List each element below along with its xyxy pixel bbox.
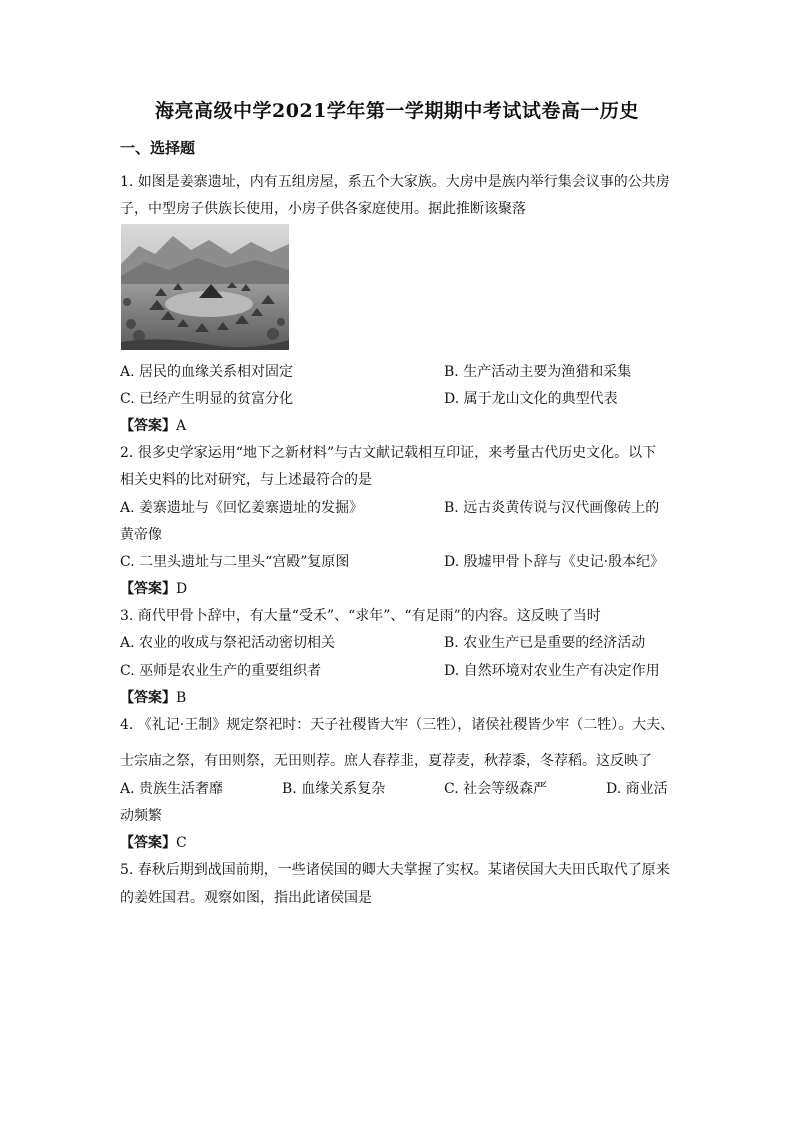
q4-answer-value: C [176, 835, 187, 851]
q1-option-b: B. 生产活动主要为渔猎和采集 [444, 364, 632, 380]
answer-tag: 【答案】 [120, 581, 176, 597]
q1-option-c: C. 已经产生明显的贫富分化 [120, 391, 294, 407]
page-title: 海亮高级中学2021学年第一学期期中考试试卷高一历史 [155, 100, 639, 122]
q3-option-b: B. 农业生产已是重要的经济活动 [444, 635, 646, 651]
q2-option-c: C. 二里头遗址与二里头“宫殿”复原图 [120, 554, 350, 570]
q2-answer-value: D [176, 581, 188, 597]
section-heading: 一、选择题 [120, 139, 196, 157]
q1-answer-value: A [176, 418, 187, 434]
q3-option-d: D. 自然环境对农业生产有决定作用 [444, 663, 660, 679]
q1-stem-line2: 子，中型房子供族长使用，小房子供各家庭使用。据此推断该聚落 [120, 201, 526, 217]
q4-option-a: A. 贵族生活奢靡 [120, 781, 224, 797]
q1-option-d: D. 属于龙山文化的典型代表 [444, 391, 618, 407]
q4-option-d: D. 商业活 [606, 781, 668, 797]
q4-option-d-continued: 动频繁 [120, 808, 162, 824]
q4-stem-line1: 4. 《礼记·王制》规定祭祀时：天子社稷皆大牢（三牲），诸侯社稷皆少牢（二牲）。大夫、 [120, 717, 675, 733]
q4-option-b: B. 血缘关系复杂 [282, 781, 386, 797]
answer-tag: 【答案】 [120, 690, 176, 706]
q2-option-b: B. 远古炎黄传说与汉代画像砖上的 [444, 500, 660, 516]
q3-option-c: C. 巫师是农业生产的重要组织者 [120, 663, 322, 679]
q2-option-b-continued: 黄帝像 [120, 527, 162, 543]
q2-option-d: D. 殷墟甲骨卜辞与《史记·殷本纪》 [444, 554, 665, 570]
q3-option-a: A. 农业的收成与祭祀活动密切相关 [120, 635, 336, 651]
q1-answer [120, 415, 186, 435]
q2-stem-line1: 2. 很多史学家运用“地下之新材料”与古文献记载相互印证，来考量古代历史文化。以下 [120, 445, 657, 461]
q2-option-a: A. 姜寨遗址与《回忆姜寨遗址的发掘》 [120, 500, 364, 516]
answer-tag: 【答案】 [120, 835, 176, 851]
q3-stem-line1: 3. 商代甲骨卜辞中，有大量“受禾”、“求年”、“有足雨”的内容。这反映了当时 [120, 608, 601, 624]
answer-tag: 【答案】 [120, 418, 176, 434]
q1-option-a: A. 居民的血缘关系相对固定 [120, 364, 294, 380]
q4-stem-line2: 士宗庙之祭，有田则祭，无田则荐。庶人春荐韭，夏荐麦，秋荐黍，冬荐稻。这反映了 [120, 753, 652, 769]
q5-stem-line2: 的姜姓国君。观察如图，指出此诸侯国是 [120, 890, 372, 906]
jiangzhai-settlement-illustration [121, 224, 289, 350]
q4-answer [120, 832, 187, 852]
q3-answer [120, 687, 186, 707]
q4-option-c: C. 社会等级森严 [444, 781, 548, 797]
q2-answer [120, 578, 187, 598]
q1-stem-line1: 1. 如图是姜寨遗址，内有五组房屋，系五个大家族。大房中是族内举行集会议事的公共房 [120, 174, 670, 190]
q3-answer-value: B [176, 690, 187, 706]
q5-stem-line1: 5. 春秋后期到战国前期，一些诸侯国的卿大夫掌握了实权。某诸侯国大夫田氏取代了原来 [120, 862, 670, 878]
q2-stem-line2: 相关史料的比对研究，与上述最符合的是 [120, 472, 372, 488]
